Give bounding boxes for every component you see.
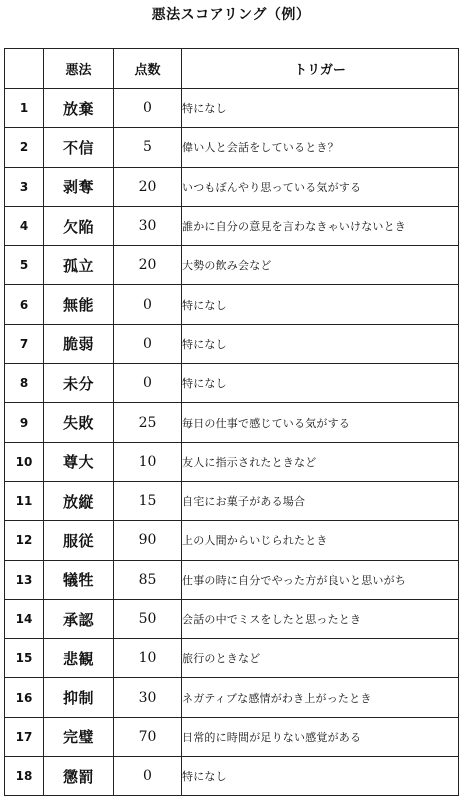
schema-name: 放縦 — [44, 481, 114, 520]
schema-name: 剥奪 — [44, 167, 114, 206]
schema-name: 孤立 — [44, 246, 114, 285]
score-value: 30 — [114, 206, 182, 245]
table-row — [5, 599, 459, 638]
header-number — [5, 49, 44, 89]
header-score: 点数 — [114, 49, 182, 89]
row-number: 13 — [5, 560, 44, 599]
schema-name: 脆弱 — [44, 324, 114, 363]
score-value: 30 — [114, 678, 182, 717]
schema-name: 抑制 — [44, 678, 114, 717]
trigger-text: ネガティブな感情がわき上がったとき — [182, 678, 459, 717]
score-value: 0 — [114, 324, 182, 363]
score-value: 5 — [114, 128, 182, 167]
score-value: 10 — [114, 442, 182, 481]
trigger-text: 自宅にお菓子がある場合 — [182, 481, 459, 520]
trigger-text: 大勢の飲み会など — [182, 246, 459, 285]
schema-name: 無能 — [44, 285, 114, 324]
header-schema: 悪法 — [44, 49, 114, 89]
schema-name: 尊大 — [44, 442, 114, 481]
table-row — [5, 206, 459, 245]
score-value: 50 — [114, 599, 182, 638]
table-row — [5, 678, 459, 717]
row-number: 11 — [5, 481, 44, 520]
schema-name: 放棄 — [44, 89, 114, 128]
table-row — [5, 717, 459, 756]
table-row — [5, 481, 459, 520]
row-number: 7 — [5, 324, 44, 363]
table-row — [5, 128, 459, 167]
score-value: 20 — [114, 167, 182, 206]
table-header-row — [5, 49, 459, 89]
table-row — [5, 757, 459, 796]
trigger-text: 特になし — [182, 324, 459, 363]
schema-name: 服従 — [44, 521, 114, 560]
table-row — [5, 639, 459, 678]
header-trigger: トリガー — [182, 49, 459, 89]
row-number: 9 — [5, 403, 44, 442]
score-value: 15 — [114, 481, 182, 520]
row-number: 12 — [5, 521, 44, 560]
score-value: 25 — [114, 403, 182, 442]
table-row — [5, 560, 459, 599]
row-number: 6 — [5, 285, 44, 324]
score-value: 0 — [114, 757, 182, 796]
row-number: 10 — [5, 442, 44, 481]
row-number: 17 — [5, 717, 44, 756]
score-value: 20 — [114, 246, 182, 285]
table-row — [5, 442, 459, 481]
score-value: 70 — [114, 717, 182, 756]
schema-name: 承認 — [44, 599, 114, 638]
trigger-text: 会話の中でミスをしたと思ったとき — [182, 599, 459, 638]
score-value: 10 — [114, 639, 182, 678]
schema-name: 懲罰 — [44, 757, 114, 796]
trigger-text: 特になし — [182, 757, 459, 796]
trigger-text: 偉い人と会話をしているとき？ — [182, 128, 459, 167]
table-row — [5, 364, 459, 403]
score-value: 0 — [114, 89, 182, 128]
schema-name: 犠牲 — [44, 560, 114, 599]
trigger-text: 旅行のときなど — [182, 639, 459, 678]
row-number: 8 — [5, 364, 44, 403]
score-value: 90 — [114, 521, 182, 560]
row-number: 14 — [5, 599, 44, 638]
row-number: 15 — [5, 639, 44, 678]
page-title: 悪法スコアリング（例） — [151, 7, 311, 23]
score-value: 85 — [114, 560, 182, 599]
trigger-text: 特になし — [182, 285, 459, 324]
table-row — [5, 167, 459, 206]
table-row — [5, 521, 459, 560]
row-number: 16 — [5, 678, 44, 717]
row-number: 3 — [5, 167, 44, 206]
schema-name: 悲観 — [44, 639, 114, 678]
trigger-text: 毎日の仕事で感じている気がする — [182, 403, 459, 442]
score-value: 0 — [114, 285, 182, 324]
row-number: 4 — [5, 206, 44, 245]
table-row — [5, 403, 459, 442]
trigger-text: 誰かに自分の意見を言わなきゃいけないとき — [182, 206, 459, 245]
score-value: 0 — [114, 364, 182, 403]
trigger-text: 特になし — [182, 89, 459, 128]
row-number: 1 — [5, 89, 44, 128]
table-row — [5, 89, 459, 128]
scoring-table — [4, 48, 459, 796]
trigger-text: 仕事の時に自分でやった方が良いと思いがち — [182, 560, 459, 599]
table-row — [5, 246, 459, 285]
schema-name: 未分 — [44, 364, 114, 403]
schema-name: 失敗 — [44, 403, 114, 442]
trigger-text: いつもぼんやり思っている気がする — [182, 167, 459, 206]
row-number: 18 — [5, 757, 44, 796]
trigger-text: 特になし — [182, 364, 459, 403]
table-row — [5, 285, 459, 324]
trigger-text: 上の人間からいじられたとき — [182, 521, 459, 560]
row-number: 2 — [5, 128, 44, 167]
table-body — [5, 89, 459, 796]
schema-name: 欠陥 — [44, 206, 114, 245]
trigger-text: 日常的に時間が足りない感覚がある — [182, 717, 459, 756]
schema-name: 完璧 — [44, 717, 114, 756]
table-row — [5, 324, 459, 363]
schema-name: 不信 — [44, 128, 114, 167]
row-number: 5 — [5, 246, 44, 285]
trigger-text: 友人に指示されたときなど — [182, 442, 459, 481]
